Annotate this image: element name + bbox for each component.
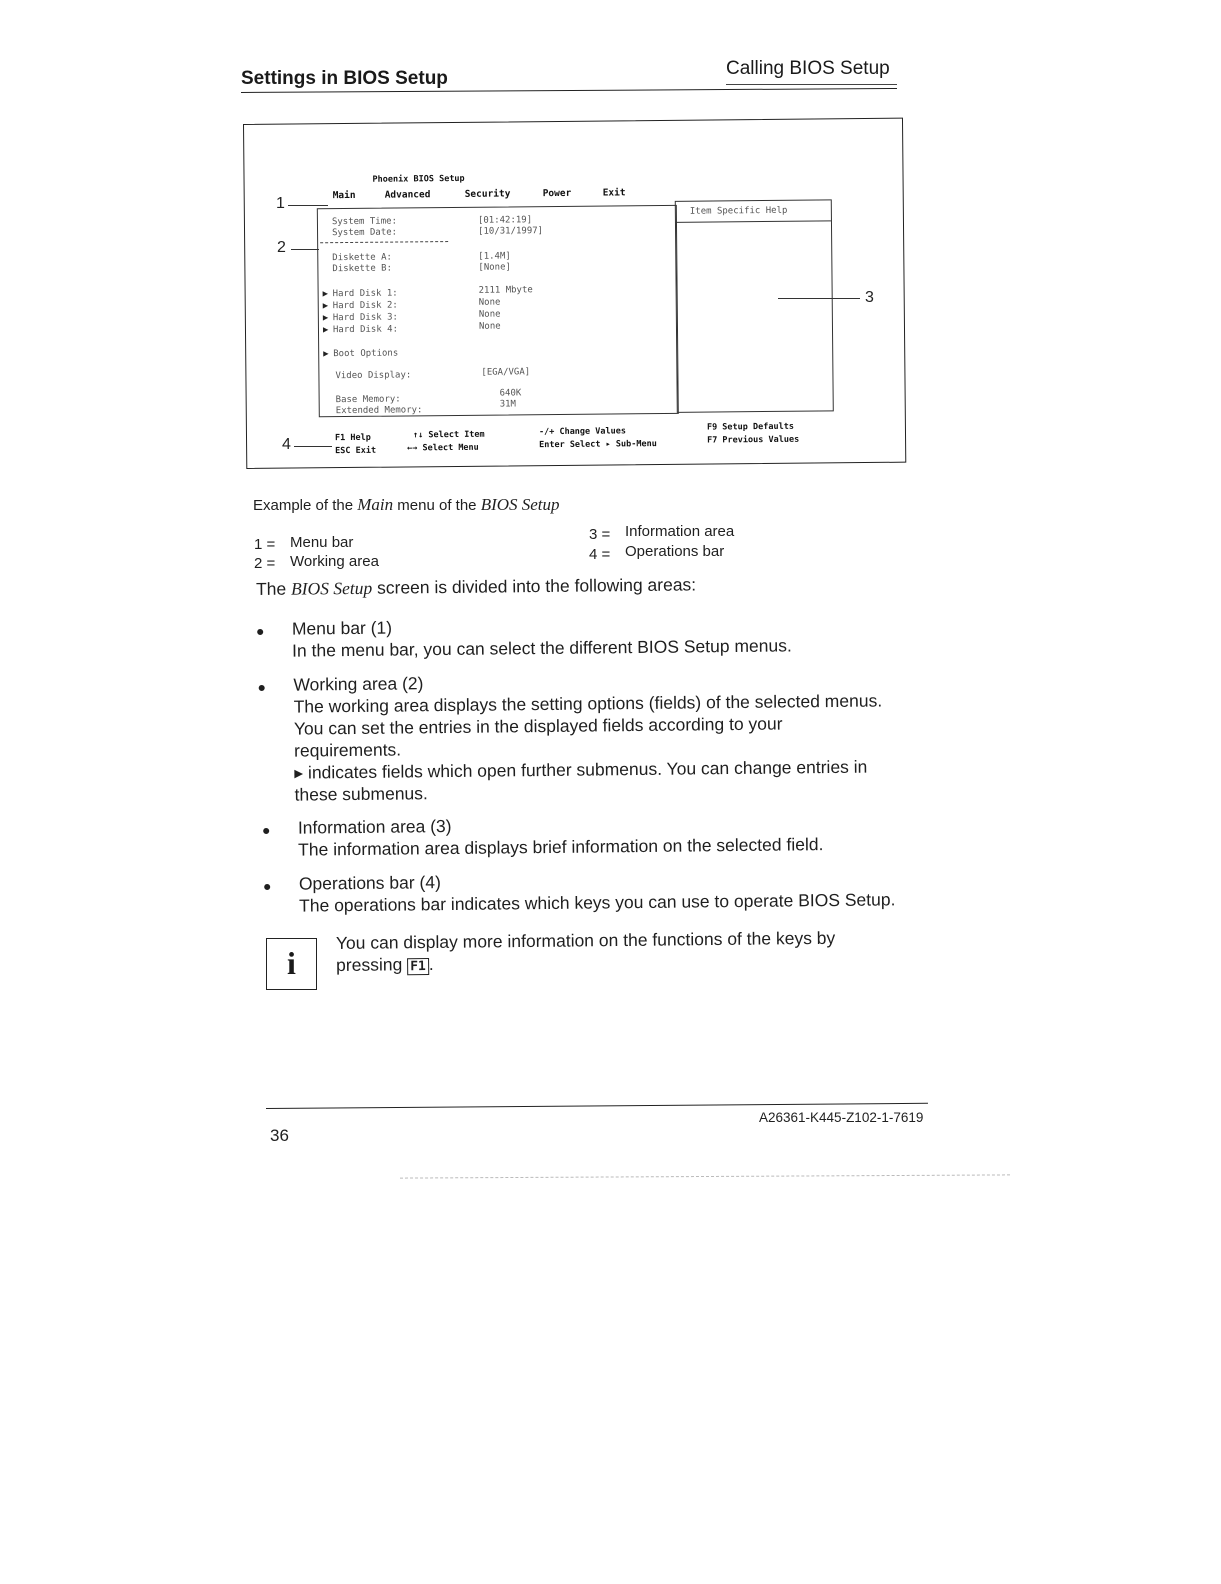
page-number: 36 (270, 1126, 289, 1145)
field-value: 2111 Mbyte (478, 285, 533, 296)
legend-text: Information area (625, 523, 735, 540)
menu-item-power: Power (542, 187, 572, 200)
menu-item-exit: Exit (602, 187, 626, 199)
figure-caption: Example of the Main menu of the BIOS Setup (253, 495, 560, 514)
field-label: Boot Options (333, 348, 399, 360)
field-label: Diskette B: (332, 263, 393, 275)
item-line: requirements. (294, 739, 402, 761)
callout-3-leader (778, 298, 860, 299)
menu-item-main: Main (332, 189, 356, 202)
bios-information-area (675, 199, 834, 412)
field-label: System Date: (332, 227, 398, 239)
callout-4-leader (294, 446, 332, 447)
legend-num: 2 = (254, 555, 276, 572)
callout-2-leader-stub (291, 249, 319, 250)
scan-artifact-line (400, 1174, 1010, 1178)
op-f9: F9 Setup Defaults (706, 421, 794, 433)
field-label: Hard Disk 3: (332, 312, 398, 324)
field-value: None (478, 321, 501, 332)
submenu-arrow-icon: ▶ (322, 313, 329, 324)
item-title: Information area (3) (297, 816, 452, 838)
item-title: Menu bar (1) (291, 617, 393, 639)
field-label: Video Display: (335, 370, 412, 382)
callout-2-leader (320, 241, 448, 243)
op-esc: ESC Exit (335, 445, 377, 457)
field-label: Hard Disk 4: (332, 324, 399, 336)
field-label: Extended Memory: (335, 405, 423, 417)
field-value: [01:42:19] (477, 215, 533, 226)
note-text: You can display more information on the functions of the keys by pressing F1 . (336, 926, 896, 976)
legend-text: Operations bar (625, 543, 725, 560)
field-value: None (478, 309, 501, 320)
intro-paragraph: The BIOS Setup screen is divided into the following areas: (255, 574, 697, 599)
item-line: ▸ indicates fields which open further submenus. You can change entries in (294, 756, 868, 783)
item-line: The operations bar indicates which keys you can use to operate BIOS Setup. (299, 889, 896, 916)
op-f1: F1 Help (334, 432, 371, 444)
op-f7: F7 Previous Values (707, 434, 800, 446)
legend-text: Working area (290, 553, 379, 570)
field-value: [1.4M] (478, 251, 511, 262)
callout-2: 2 (277, 239, 286, 256)
list-item (263, 866, 923, 917)
field-label: Hard Disk 1: (332, 288, 398, 300)
info-note-box (266, 938, 317, 990)
field-value: [10/31/1997] (477, 226, 544, 237)
document-number: A26361-K445-Z102-1-7619 (759, 1110, 924, 1125)
field-label: Base Memory: (335, 394, 401, 406)
bullet-icon: ● (262, 877, 272, 895)
item-line: You can set the entries in the displayed fields according to your (293, 713, 783, 739)
op-change-values: -/+ Change Values (538, 426, 627, 438)
menu-item-security: Security (464, 188, 511, 200)
bios-screen-title: Phoenix BIOS Setup (372, 173, 465, 185)
field-value: 31M (499, 399, 517, 410)
legend-num: 4 = (589, 546, 611, 563)
field-value: None (478, 297, 501, 308)
f1-key-icon: F1 (407, 958, 429, 975)
field-value: [None] (478, 262, 511, 273)
bullet-icon: ● (255, 622, 265, 640)
legend-num: 3 = (589, 526, 611, 543)
bullet-icon: ● (257, 678, 266, 696)
submenu-arrow-icon: ▶ (323, 349, 329, 360)
field-value: 640K (499, 388, 522, 399)
submenu-arrow-icon: ▶ (322, 289, 329, 300)
op-enter: Enter Select ▸ Sub-Menu (539, 439, 657, 451)
menu-item-advanced: Advanced (384, 189, 431, 201)
footer-rule (266, 1103, 928, 1109)
submenu-arrow-icon: ▶ (322, 301, 329, 312)
list-item (262, 810, 922, 861)
help-title: Item Specific Help (689, 205, 788, 217)
item-line: these submenus. (294, 783, 428, 805)
callout-1-leader (288, 205, 328, 206)
note-line: You can display more information on the functions of the keys by (335, 927, 836, 954)
bios-working-area (317, 205, 679, 417)
callout-1: 1 (276, 195, 285, 212)
item-line: The working area displays the setting options (fields) of the selected menus. (293, 690, 883, 717)
op-select-menu: ←→ Select Menu (407, 442, 479, 454)
callout-3: 3 (865, 289, 874, 306)
bios-menu-bar (332, 185, 833, 202)
section-title: Settings in BIOS Setup (241, 68, 448, 89)
list-item (257, 667, 918, 806)
bullet-icon: ● (261, 821, 271, 839)
chapter-title: Calling BIOS Setup (726, 58, 890, 79)
field-label: Diskette A: (332, 252, 392, 264)
item-title: Working area (2) (293, 673, 424, 695)
chapter-underline (726, 84, 897, 85)
note-line: pressing (336, 954, 403, 975)
legend-text: Menu bar (290, 534, 354, 551)
bios-figure (243, 118, 906, 469)
item-line: The information area displays brief information on the selected field. (298, 834, 824, 860)
item-line: In the menu bar, you can select the different BIOS Setup menus. (292, 635, 792, 661)
item-title: Operations bar (4) (298, 872, 441, 894)
legend-num: 1 = (254, 536, 276, 553)
submenu-arrow-icon: ▶ (322, 325, 329, 336)
op-select-item: ↑↓ Select Item (412, 429, 485, 441)
list-item (256, 611, 916, 662)
callout-4: 4 (282, 436, 291, 453)
info-icon: i (287, 945, 296, 981)
field-label: System Time: (331, 216, 398, 228)
field-value: [EGA/VGA] (481, 367, 531, 378)
field-label: Hard Disk 2: (332, 300, 398, 312)
